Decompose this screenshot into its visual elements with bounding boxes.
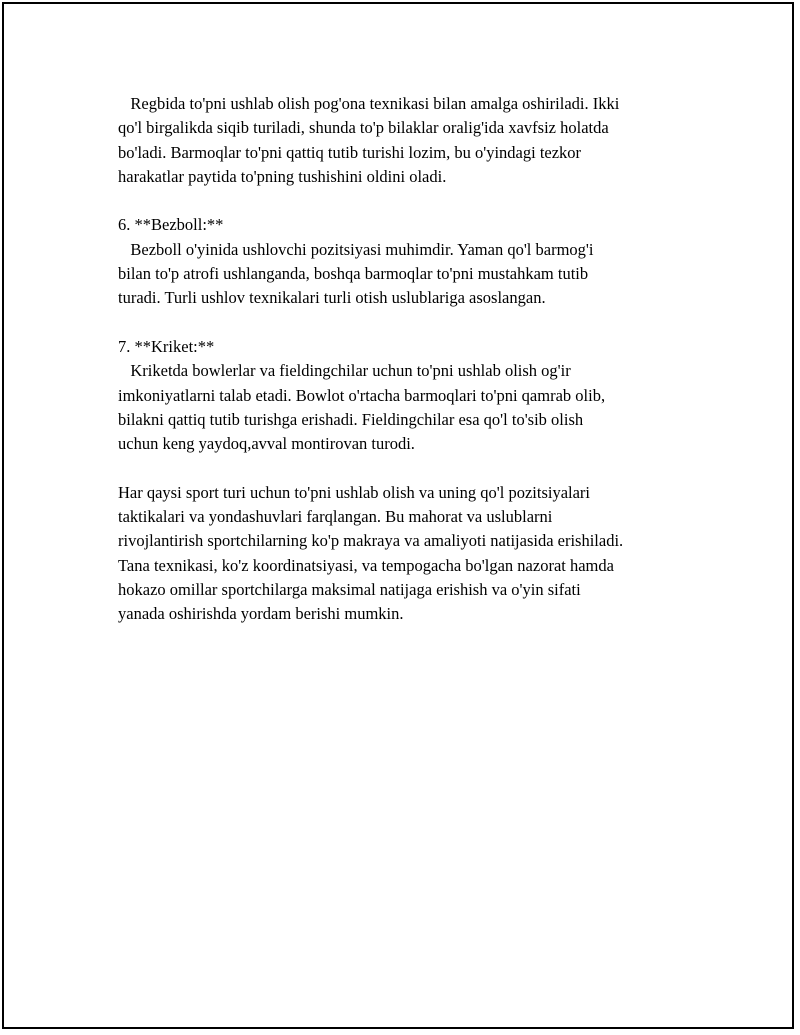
paragraph-line: harakatlar paytida to'pning tushishini oldini oladi. <box>118 166 447 186</box>
paragraph-line: qo'l birgalikda siqib turiladi, shunda to'p bilaklar oralig'ida xavfsiz holatda <box>118 118 609 138</box>
section-heading: 7. **Kriket:** <box>118 336 215 356</box>
paragraph-line: imkoniyatlarni talab etadi. Bowlot o'rtacha barmoqlari to'pni qamrab olib, <box>118 385 606 405</box>
section-bezboll <box>118 213 698 310</box>
paragraph-line: hokazo omillar sportchilarga maksimal natijaga erishish va o'yin sifati <box>118 579 581 599</box>
paragraph-line: bo'ladi. Barmoqlar to'pni qattiq tutib turishi lozim, bu o'yindagi tezkor <box>118 142 582 162</box>
paragraph-line: Kriketda bowlerlar va fieldingchilar uchun to'pni ushlab olish og'ir <box>118 361 571 381</box>
paragraph-line: rivojlantirish sportchilarning ko'p makraya va amaliyoti natijasida erishiladi. <box>118 531 624 551</box>
paragraph-line: Regbida to'pni ushlab olish pog'ona texnikasi bilan amalga oshiriladi. Ikki <box>118 94 620 113</box>
section-kriket <box>118 335 698 456</box>
paragraph-spacer <box>118 189 698 213</box>
paragraph-line: Bezboll o'yinida ushlovchi pozitsiyasi muhimdir. Yaman qo'l barmog'i <box>118 239 594 259</box>
paragraph-spacer <box>118 311 698 335</box>
paragraph-line: bilakni qattiq tutib turishga erishadi. Fieldingchilar esa qo'l to'sib olish <box>118 409 584 429</box>
paragraph-line: bilan to'p atrofi ushlanganda, boshqa barmoqlar to'pni mustahkam tutib <box>118 264 589 284</box>
paragraph-spacer <box>118 456 698 480</box>
paragraph-regbi <box>118 92 698 189</box>
paragraph-line: taktikalari va yondashuvlari farqlangan. Bu mahorat va uslublarni <box>118 507 553 527</box>
paragraph-line: uchun keng yaydoq,avval montirovan turodi. <box>118 434 415 454</box>
paragraph-line: Har qaysi sport turi uchun to'pni ushlab olish va uning qo'l pozitsiyalari <box>118 482 591 502</box>
document-body <box>118 92 698 627</box>
section-heading: 6. **Bezboll:** <box>118 215 224 235</box>
paragraph-line: yanada oshirishda yordam berishi mumkin. <box>118 604 404 624</box>
paragraph-line: Tana texnikasi, ko'z koordinatsiyasi, va tempogacha bo'lgan nazorat hamda <box>118 555 614 575</box>
paragraph-conclusion <box>118 481 698 627</box>
paragraph-line: turadi. Turli ushlov texnikalari turli otish uslublariga asoslangan. <box>118 288 546 308</box>
